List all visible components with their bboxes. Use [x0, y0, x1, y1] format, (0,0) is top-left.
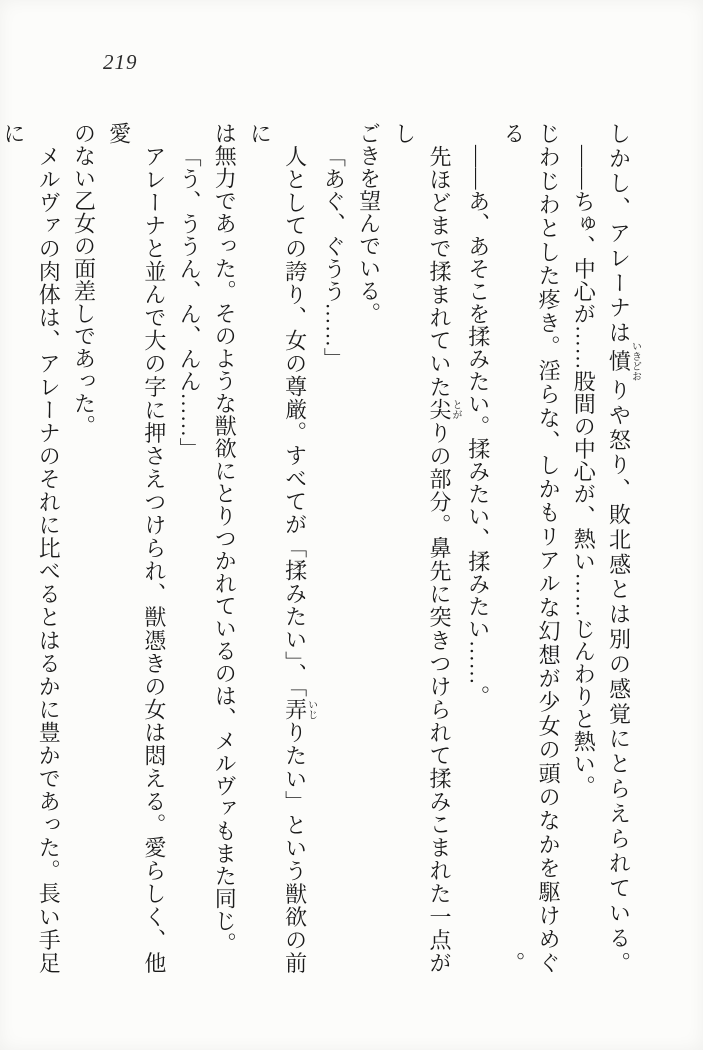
text-column: しかし、アレーナは憤いきどおりや怒り、敗北感とは別の感覚にとらえられている。	[606, 122, 641, 975]
text-column: 「あぐ、ぐうう……」	[321, 145, 347, 370]
text-column: じわじわとした疼き。淫らな、しかもリアルな幻想が少女の頭のなかを駆けめぐる。	[500, 122, 562, 975]
furigana-annotated-kanji: 尖とが	[426, 398, 461, 422]
text-column: のない乙女の面差しであった。	[71, 122, 97, 437]
text-column: 人としての誇り、女の尊厳。すべてが「揉みたい」、「弄いじりたい」という獣欲の前に	[247, 122, 317, 975]
text-column: ――あ、あそこを揉みたい。揉みたい、揉みたい……。	[465, 145, 491, 708]
furigana-annotated-kanji: 弄いじ	[282, 698, 317, 722]
furigana-text: とが	[449, 398, 461, 421]
text-column: は無力であった。そのような獣欲にとりつかれているのは、メルヴァもまた同じ。	[212, 122, 238, 955]
text-column: 先ほどまで揉まれていた尖とがりの部分。鼻先に突きつけられて揉みこまれた一点がし	[391, 122, 461, 975]
furigana-annotated-kanji: 憤いきどお	[606, 341, 641, 382]
text-column: ――ちゅ、中心が……股間の中心が、熱い……じんわりと熱い。	[571, 145, 597, 798]
text-column: ごきを望んでいる。	[356, 122, 382, 325]
text-column: メルヴァの肉体は、アレーナのそれに比べるとはるかに豊かであった。長い手足に	[1, 122, 62, 974]
page-number: 219	[103, 50, 138, 74]
text-column: 「う、ううん、ん、んん……」	[177, 145, 203, 460]
vertical-text-block	[1, 122, 641, 975]
text-column: アレーナと並んで大の字に押さえつけられ、獣憑きの女は悶える。愛らしく、他愛	[106, 122, 167, 974]
furigana-text: いきどお	[629, 341, 641, 382]
furigana-text: いじ	[305, 698, 317, 721]
